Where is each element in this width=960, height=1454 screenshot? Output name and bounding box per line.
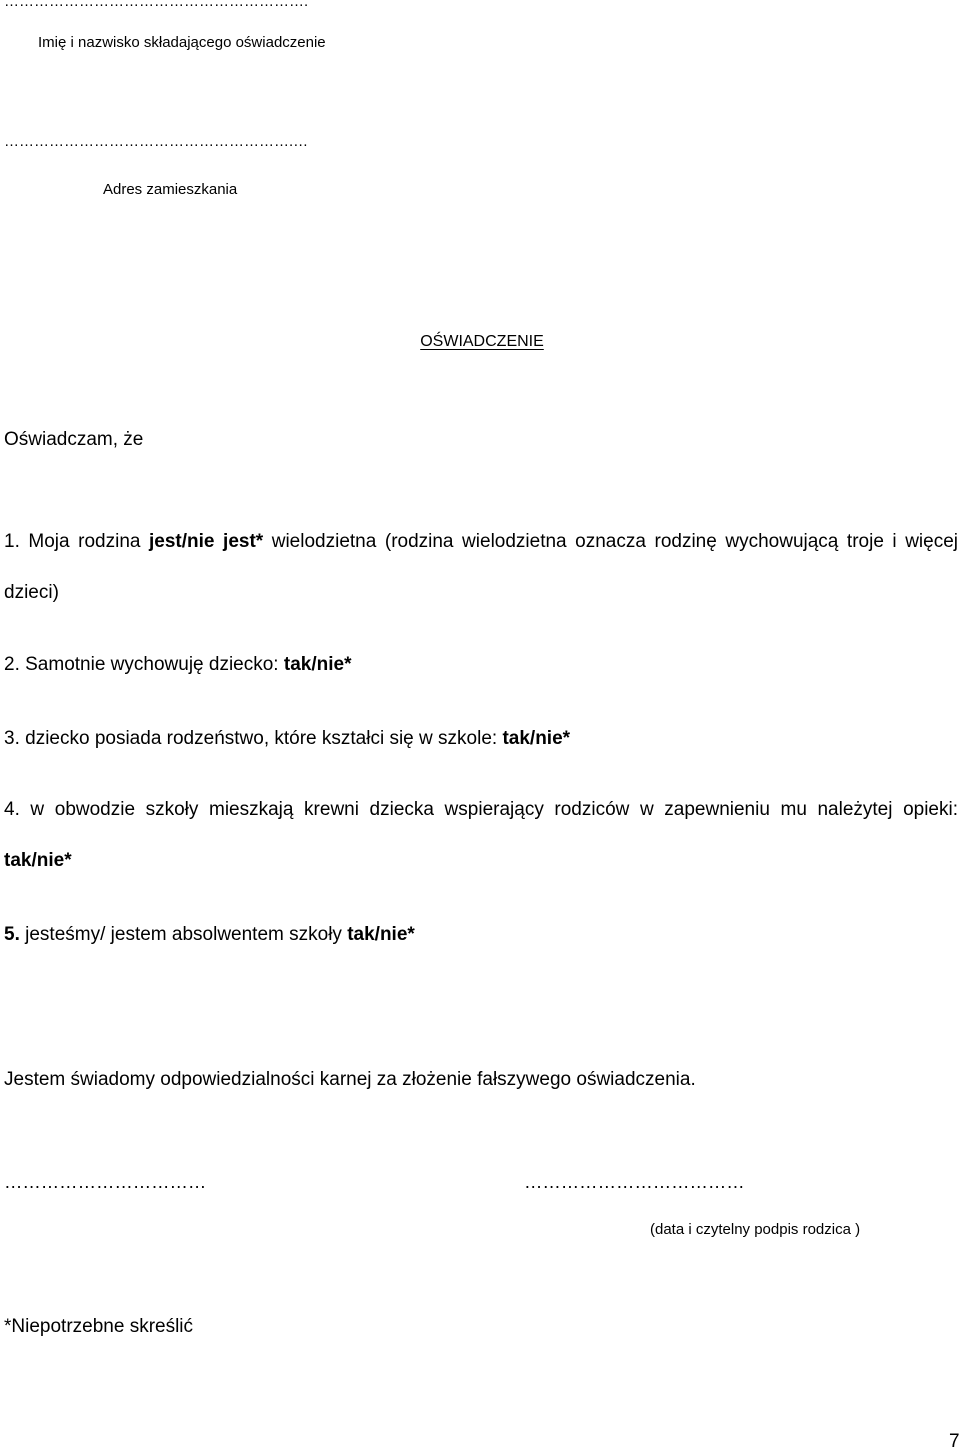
item-2-text: 2. Samotnie wychowuję dziecko: [4,654,284,675]
intro-text: Oświadczam, że [4,429,144,450]
date-dotted-line: …………………………… [4,1171,207,1192]
item-3-text: 3. dziecko posiada rodzeństwo, które kształci się w szkole: [4,728,503,749]
item-1-continuation: dzieci) [4,582,59,603]
item-5-number: 5. [4,924,20,945]
item-3 [4,727,570,751]
item-2-choice: tak/nie* [283,654,352,675]
item-4-text: 4. w obwodzie szkoły mieszkają krewni dziecka wspierający rodziców w zapewnieniu mu należytej opieki: [4,799,958,820]
item-4-choice: tak/nie* [4,850,72,871]
item-2 [4,653,351,677]
address-label: Adres zamieszkania [103,181,238,198]
liability-statement: Jestem świadomy odpowiedzialności karnej za złożenie fałszywego oświadczenia. [4,1069,696,1090]
footnote: *Niepotrzebne skreślić [4,1316,194,1337]
item-1-text: 1. Moja rodzina [4,531,150,552]
item-1 [4,530,958,554]
item-1-choice: jest/nie jest* [149,531,264,552]
item-5 [4,923,415,947]
item-5-text: jesteśmy/ jestem absolwentem szkoły [19,924,348,945]
signature-dotted-line: ……………………………… [524,1171,745,1192]
item-5-choice: tak/nie* [347,924,415,945]
item-4 [4,798,958,822]
name-dotted-line: ……………………………………………………. [4,0,309,10]
page-number: 7 [949,1431,960,1452]
item-1-rest: wielodzietna (rodzina wielodzietna oznacza rodzinę wychowującą troje i więcej [263,531,959,552]
name-label: Imię i nazwisko składającego oświadczenie [38,34,326,51]
address-dotted-line: ………………………………………………….… [4,133,309,150]
item-3-choice: tak/nie* [502,728,571,749]
declaration-title: OŚWIADCZENIE [420,333,544,350]
signature-label: (data i czytelny podpis rodzica ) [650,1221,861,1238]
